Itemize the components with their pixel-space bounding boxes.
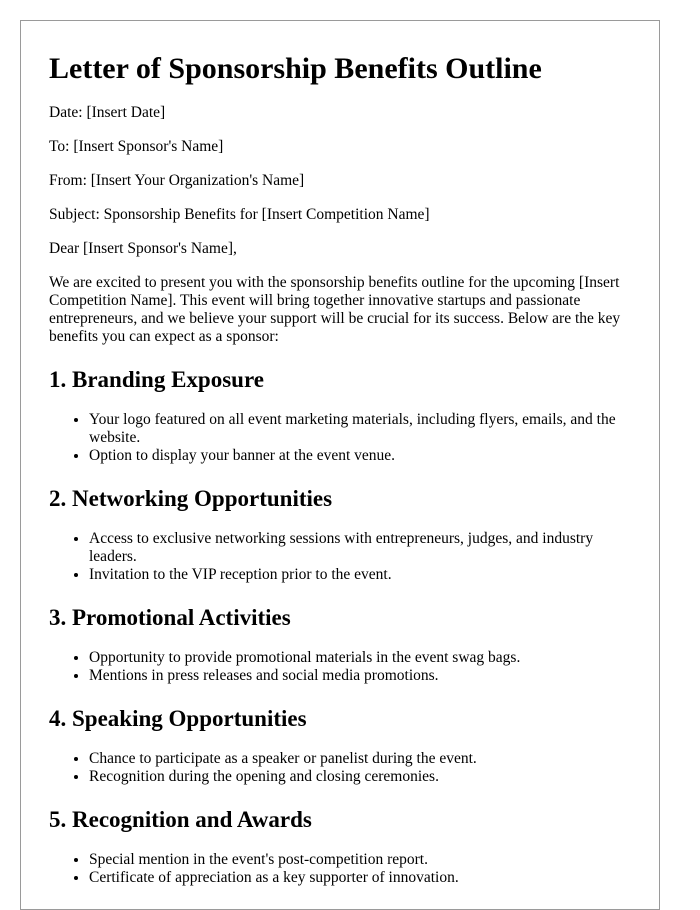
list-item: • Chance to participate as a speaker or panelist during the event. — [89, 750, 631, 768]
section-heading-networking: 2. Networking Opportunities — [49, 486, 333, 511]
section-heading-promotional: 3. Promotional Activities — [49, 605, 291, 630]
salutation: Dear [Insert Sponsor's Name], — [49, 240, 237, 257]
list-item: • Access to exclusive networking sessions with entrepreneurs, judges, and industry leaders. — [89, 530, 631, 566]
list-item: • Special mention in the event's post-competition report. — [89, 851, 631, 869]
list-item: • Mentions in press releases and social media promotions. — [89, 667, 631, 685]
benefit-list-promotional — [49, 649, 631, 685]
intro-paragraph: We are excited to present you with the sponsorship benefits outline for the upcoming [Insert Competition Name]. This event will bring together innovative startups and passionate entrepreneurs, and we believe your support will be crucial for its success. Below are the key benefits you can expect as a sponsor: — [49, 274, 621, 345]
section-heading-speaking: 4. Speaking Opportunities — [49, 706, 307, 731]
list-item: • Your logo featured on all event marketing materials, including flyers, emails, and the website. — [89, 411, 631, 447]
list-item: • Certificate of appreciation as a key supporter of innovation. — [89, 869, 631, 887]
to-line: To: [Insert Sponsor's Name] — [49, 138, 224, 155]
page-title: Letter of Sponsorship Benefits Outline — [49, 52, 542, 85]
date-line: Date: [Insert Date] — [49, 104, 166, 121]
section-heading-branding: 1. Branding Exposure — [49, 367, 264, 392]
benefit-list-networking — [49, 530, 631, 584]
section-heading-recognition: 5. Recognition and Awards — [49, 807, 312, 832]
list-item: • Invitation to the VIP reception prior to the event. — [89, 566, 631, 584]
list-item: • Opportunity to provide promotional materials in the event swag bags. — [89, 649, 631, 667]
benefit-list-recognition — [49, 851, 631, 887]
letter-page — [20, 20, 660, 910]
subject-line: Subject: Sponsorship Benefits for [Insert Competition Name] — [49, 206, 430, 223]
list-item: • Recognition during the opening and closing ceremonies. — [89, 768, 631, 786]
benefit-list-branding — [49, 411, 631, 465]
list-item: • Option to display your banner at the event venue. — [89, 447, 631, 465]
benefit-list-speaking — [49, 750, 631, 786]
from-line: From: [Insert Your Organization's Name] — [49, 172, 305, 189]
